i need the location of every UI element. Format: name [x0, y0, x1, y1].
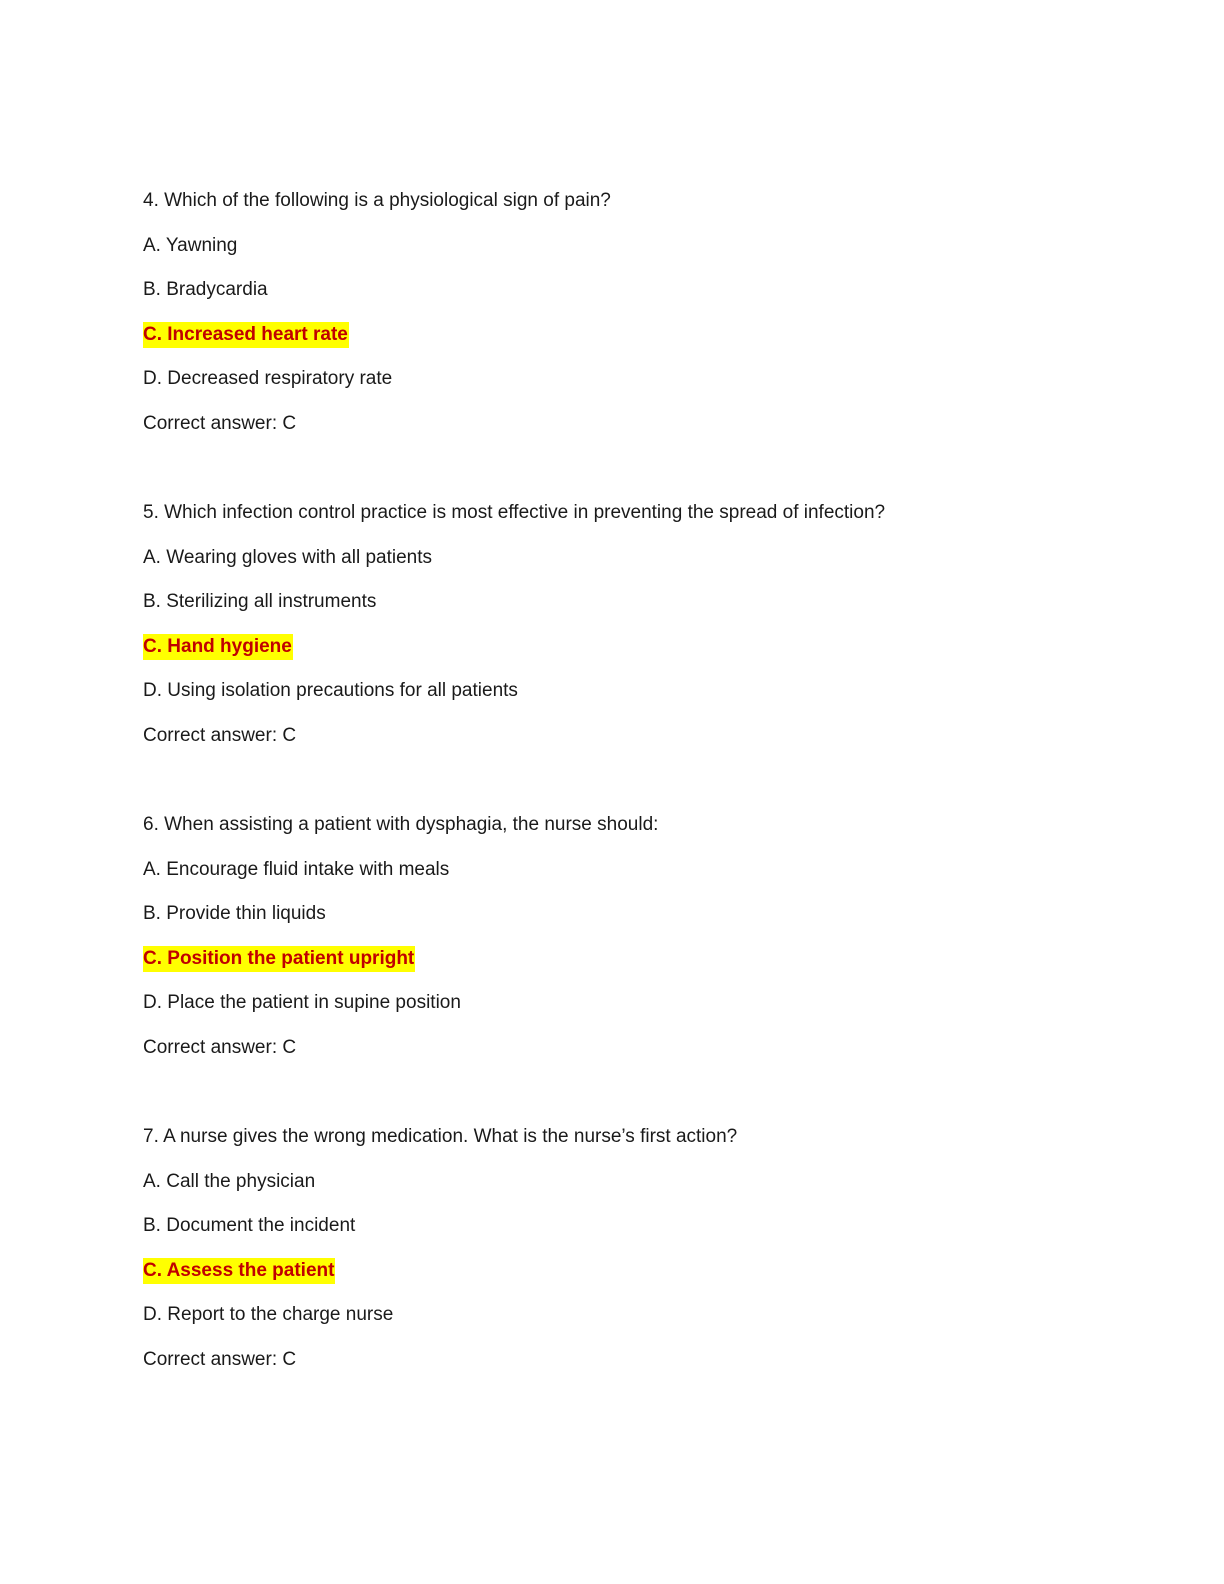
- question-block-5: [143, 499, 1103, 811]
- question-block-7: [143, 1123, 1103, 1435]
- option-d: D. Report to the charge nurse: [143, 1304, 394, 1326]
- option-d: D. Place the patient in supine position: [143, 992, 461, 1014]
- question-list: [143, 187, 1103, 1435]
- option-d: D. Decreased respiratory rate: [143, 368, 393, 390]
- option-b: B. Document the incident: [143, 1215, 356, 1237]
- option-a: A. Call the physician: [143, 1170, 316, 1192]
- option-c-highlighted: C. Increased heart rate: [143, 321, 1103, 366]
- correct-answer: Correct answer: C: [143, 412, 297, 434]
- correct-answer: Correct answer: C: [143, 1036, 297, 1058]
- option-b: B. Sterilizing all instruments: [143, 591, 377, 613]
- correct-answer: Correct answer: C: [143, 1348, 297, 1370]
- question-block-6: [143, 811, 1103, 1123]
- question-text: 5. Which infection control practice is most effective in preventing the spread of infection?: [143, 502, 886, 523]
- option-a: A. Wearing gloves with all patients: [143, 546, 433, 568]
- question-text: 6. When assisting a patient with dysphagia, the nurse should:: [143, 814, 659, 835]
- question-text: 4. Which of the following is a physiological sign of pain?: [143, 190, 611, 211]
- option-c-highlighted: C. Position the patient upright: [143, 945, 1103, 990]
- correct-answer: Correct answer: C: [143, 724, 297, 746]
- option-b: B. Provide thin liquids: [143, 903, 326, 925]
- question-text: 7. A nurse gives the wrong medication. What is the nurse’s first action?: [143, 1126, 738, 1147]
- option-d: D. Using isolation precautions for all patients: [143, 680, 518, 702]
- option-c-highlighted: C. Assess the patient: [143, 1257, 1103, 1302]
- option-a: A. Yawning: [143, 234, 238, 256]
- option-a: A. Encourage fluid intake with meals: [143, 858, 450, 880]
- option-c-highlighted: C. Hand hygiene: [143, 633, 1103, 678]
- question-block-4: [143, 187, 1103, 499]
- option-b: B. Bradycardia: [143, 279, 268, 301]
